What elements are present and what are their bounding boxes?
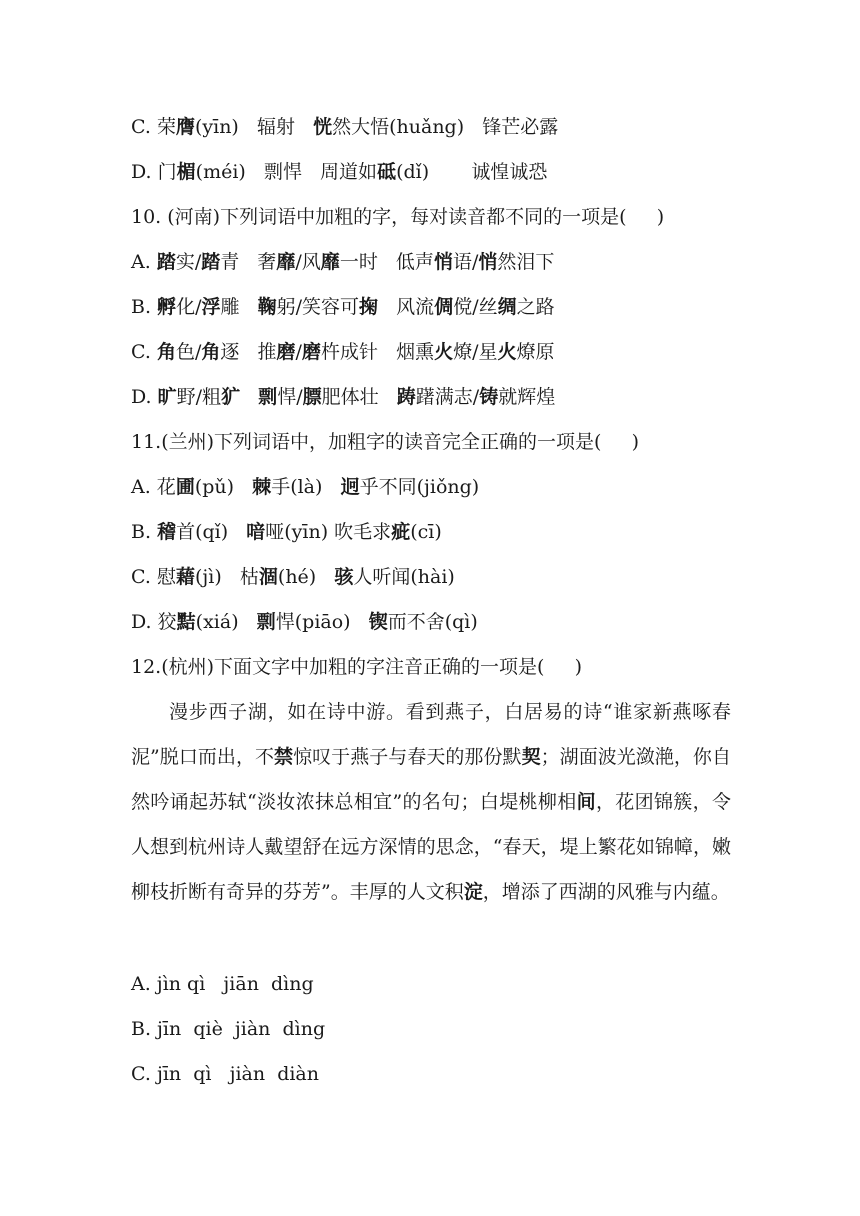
q12-option-c: C. jīn qì jiàn diàn (131, 1063, 319, 1085)
q9-option-c: C. 荣膺(yīn) 辐射 恍然大悟(huǎng) 锋芒必露 (131, 116, 559, 138)
q11-option-a: A. 花圃(pǔ) 棘手(là) 迥乎不同(jiǒng) (131, 476, 480, 498)
q11-option-d: D. 狡黠(xiá) 剽悍(piāo) 锲而不舍(qì) (131, 611, 478, 633)
q10-option-a: A. 踏实/踏青 奢靡/风靡一时 低声悄语/悄然泪下 (131, 251, 555, 273)
q9-option-d: D. 门楣(méi) 剽悍 周道如砥(dǐ) 诚惶诚恐 (131, 161, 548, 183)
q10-option-b: B. 孵化/浮雕 鞠躬/笑容可掬 风流倜傥/丝绸之路 (131, 296, 555, 318)
question-10: 10. (河南)下列词语中加粗的字，每对读音都不同的一项是( ) (131, 206, 665, 228)
question-12: 12.(杭州)下面文字中加粗的字注音正确的一项是( ) (131, 656, 583, 678)
q12-option-b: B. jīn qiè jiàn dìng (131, 1018, 326, 1040)
q12-passage: 漫步西子湖，如在诗中游。看到燕子，白居易的诗“谁家新燕啄春泥”脱口而出，不禁惊叹于燕子与春天的那份默契；湖面波光潋滟，你自然吟诵起苏轼“淡妆浓抹总相宜”的名句；白堤桃柳相间，花团锦簇，令人想到杭州诗人戴望舒在远方深情的思念，“春天，堤上繁花如锦幛，嫩柳枝折断有奇异的芬芳”。丰厚的人文积淀，增添了西湖的风雅与内蕴。 (131, 701, 731, 903)
question-11: 11.(兰州)下列词语中，加粗字的读音完全正确的一项是( ) (131, 431, 640, 453)
q11-option-b: B. 稽首(qǐ) 喑哑(yīn) 吹毛求疵(cī) (131, 521, 442, 543)
q11-option-c: C. 慰藉(jì) 枯涸(hé) 骇人听闻(hài) (131, 566, 455, 588)
q12-option-a: A. jìn qì jiān dìng (131, 973, 314, 995)
q10-option-d: D. 旷野/粗犷 剽悍/膘肥体壮 踌躇满志/铸就辉煌 (131, 386, 556, 408)
q10-option-c: C. 角色/角逐 推磨/磨杵成针 烟熏火燎/星火燎原 (131, 341, 555, 363)
